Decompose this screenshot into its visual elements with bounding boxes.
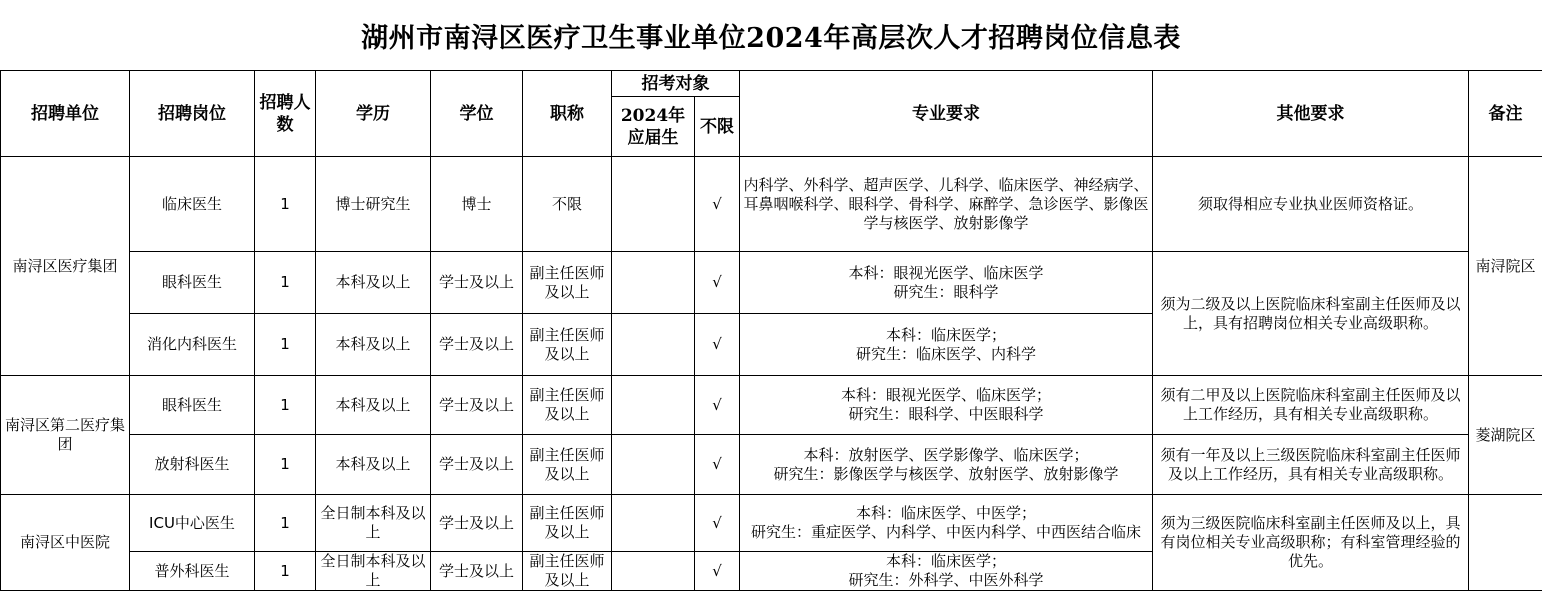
fresh-cell xyxy=(612,252,695,314)
remark-cell xyxy=(1469,495,1542,591)
major-cell xyxy=(740,435,1153,495)
education-cell: 博士研究生 xyxy=(316,157,431,252)
remark-cell: 南浔院区 xyxy=(1469,157,1542,376)
title-rank-cell: 副主任医师及以上 xyxy=(523,435,612,495)
title-rank-cell: 副主任医师及以上 xyxy=(523,495,612,552)
header-post: 招聘岗位 xyxy=(130,71,255,157)
education-cell: 全日制本科及以上 xyxy=(316,552,431,591)
unit-cell: 南浔区医疗集团 xyxy=(1,157,130,376)
major-line: 本科：眼视光医学、临床医学 xyxy=(848,263,1044,282)
post-cell: 临床医生 xyxy=(130,157,255,252)
any-check-cell: √ xyxy=(695,157,740,252)
degree-cell: 学士及以上 xyxy=(431,314,523,376)
major-line: 研究生：临床医学、内科学 xyxy=(855,344,1036,363)
major-cell xyxy=(740,314,1153,376)
sheet-title: 湖州市南浔区医疗卫生事业单位2024年高层次人才招聘岗位信息表 xyxy=(0,0,1542,71)
degree-cell: 博士 xyxy=(431,157,523,252)
post-cell: 眼科医生 xyxy=(130,376,255,435)
header-degree: 学位 xyxy=(431,71,523,157)
post-cell: 眼科医生 xyxy=(130,252,255,314)
major-cell: 内科学、外科学、超声医学、儿科学、临床医学、神经病学、耳鼻咽喉科学、眼科学、骨科学、麻醉学、急诊医学、影像医学与核医学、放射影像学 xyxy=(740,157,1153,252)
fresh-cell xyxy=(612,495,695,552)
header-count: 招聘人数 xyxy=(255,71,316,157)
fresh-cell xyxy=(612,157,695,252)
post-cell: 普外科医生 xyxy=(130,552,255,591)
major-line: 研究生：眼科学、中医眼科学 xyxy=(848,405,1044,423)
any-check-cell: √ xyxy=(695,376,740,435)
title-rank-cell: 副主任医师及以上 xyxy=(523,376,612,435)
post-cell: 放射科医生 xyxy=(130,435,255,495)
any-check-cell: √ xyxy=(695,495,740,552)
title-rank-cell: 不限 xyxy=(523,157,612,252)
fresh-cell xyxy=(612,376,695,435)
other-cell-merged: 须为三级医院临床科室副主任医师及以上，具有岗位相关专业高级职称；有科室管理经验的优先。 xyxy=(1153,495,1469,591)
recruitment-table xyxy=(0,70,1542,591)
education-cell: 全日制本科及以上 xyxy=(316,495,431,552)
post-cell: 消化内科医生 xyxy=(130,314,255,376)
major-cell xyxy=(740,552,1153,591)
major-line: 本科：临床医学； xyxy=(885,552,1006,570)
other-cell: 须有二甲及以上医院临床科室副主任医师及以上工作经历，具有相关专业高级职称。 xyxy=(1153,376,1469,435)
major-line: 本科：眼视光医学、临床医学； xyxy=(840,386,1051,404)
header-target-fresh: 2024年应届生 xyxy=(612,97,695,157)
major-cell xyxy=(740,495,1153,552)
any-check-cell: √ xyxy=(695,252,740,314)
degree-cell: 学士及以上 xyxy=(431,552,523,591)
education-cell: 本科及以上 xyxy=(316,376,431,435)
other-cell-merged: 须为二级及以上医院临床科室副主任医师及以上，具有招聘岗位相关专业高级职称。 xyxy=(1153,252,1469,376)
any-check-cell: √ xyxy=(695,314,740,376)
count-cell: 1 xyxy=(255,376,316,435)
header-major: 专业要求 xyxy=(740,71,1153,157)
any-check-cell: √ xyxy=(695,552,740,591)
fresh-cell xyxy=(612,314,695,376)
major-line: 本科：临床医学、中医学； xyxy=(855,504,1036,522)
major-cell xyxy=(740,252,1153,314)
other-cell: 须有一年及以上三级医院临床科室副主任医师及以上工作经历，具有相关专业高级职称。 xyxy=(1153,435,1469,495)
count-cell: 1 xyxy=(255,495,316,552)
count-cell: 1 xyxy=(255,552,316,591)
title-rank-cell: 副主任医师及以上 xyxy=(523,552,612,591)
other-cell: 须取得相应专业执业医师资格证。 xyxy=(1153,157,1469,252)
degree-cell: 学士及以上 xyxy=(431,376,523,435)
major-cell xyxy=(740,376,1153,435)
count-cell: 1 xyxy=(255,435,316,495)
fresh-cell xyxy=(612,552,695,591)
degree-cell: 学士及以上 xyxy=(431,435,523,495)
remark-cell: 菱湖院区 xyxy=(1469,376,1542,495)
major-line: 研究生：眼科学 xyxy=(893,282,999,301)
header-education: 学历 xyxy=(316,71,431,157)
degree-cell: 学士及以上 xyxy=(431,252,523,314)
major-line: 研究生：外科学、中医外科学 xyxy=(848,571,1044,589)
title-rank-cell: 副主任医师及以上 xyxy=(523,252,612,314)
any-check-cell: √ xyxy=(695,435,740,495)
education-cell: 本科及以上 xyxy=(316,252,431,314)
fresh-cell xyxy=(612,435,695,495)
header-target: 招考对象 xyxy=(612,71,740,97)
header-other: 其他要求 xyxy=(1153,71,1469,157)
education-cell: 本科及以上 xyxy=(316,314,431,376)
count-cell: 1 xyxy=(255,252,316,314)
title-rank-cell: 副主任医师及以上 xyxy=(523,314,612,376)
count-cell: 1 xyxy=(255,314,316,376)
major-line: 研究生：重症医学、内科学、中医内科学、中西医结合临床 xyxy=(750,523,1141,541)
major-line: 本科：临床医学； xyxy=(885,325,1006,344)
unit-cell: 南浔区中医院 xyxy=(1,495,130,591)
major-line: 本科：放射医学、医学影像学、临床医学； xyxy=(803,445,1089,464)
unit-cell: 南浔区第二医疗集团 xyxy=(1,376,130,495)
header-target-any: 不限 xyxy=(695,97,740,157)
education-cell: 本科及以上 xyxy=(316,435,431,495)
post-cell: ICU中心医生 xyxy=(130,495,255,552)
header-title-rank: 职称 xyxy=(523,71,612,157)
major-line: 研究生：影像医学与核医学、放射医学、放射影像学 xyxy=(773,464,1119,483)
degree-cell: 学士及以上 xyxy=(431,495,523,552)
header-remark: 备注 xyxy=(1469,71,1542,157)
count-cell: 1 xyxy=(255,157,316,252)
header-unit: 招聘单位 xyxy=(1,71,130,157)
